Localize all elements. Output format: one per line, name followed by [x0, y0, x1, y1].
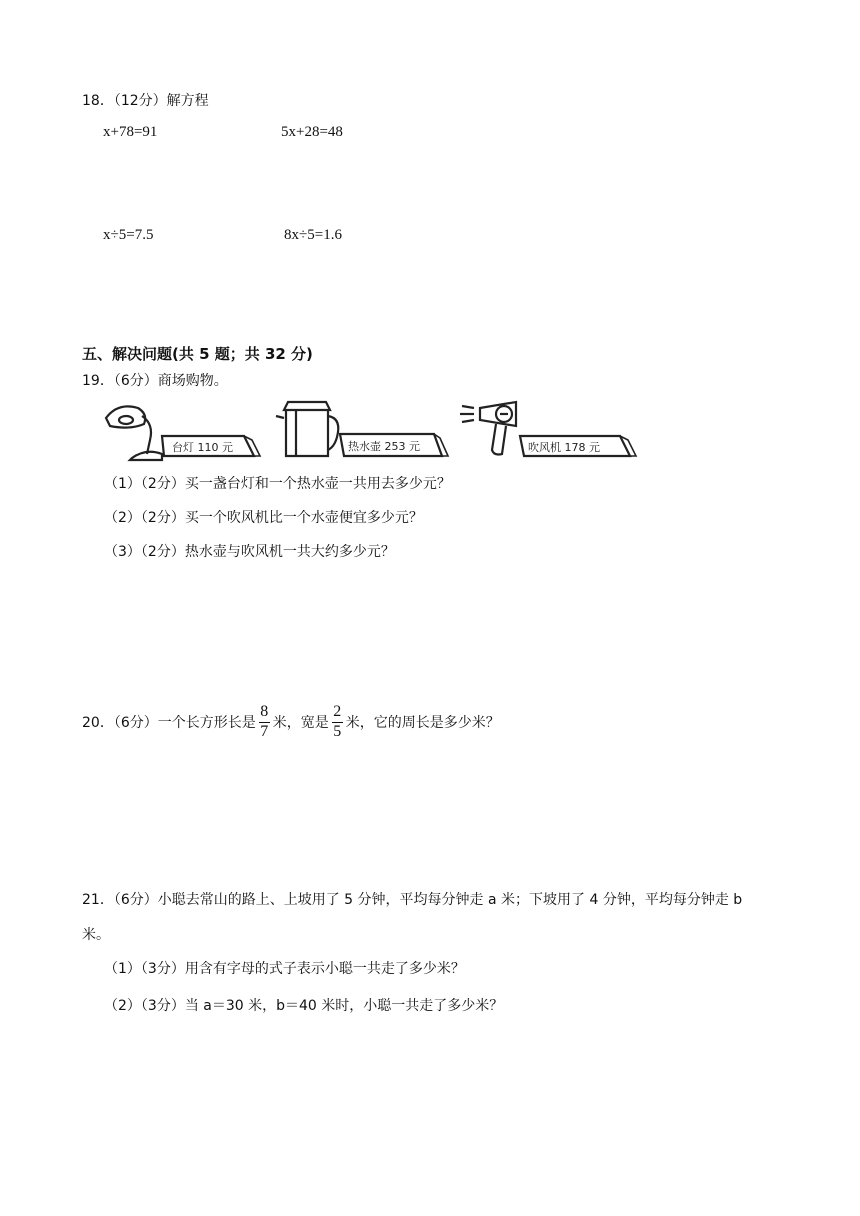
question-20-suffix: 米，它的周长是多少米？: [345, 715, 500, 732]
price-tag-lamp-text: 台灯 110 元: [172, 441, 233, 454]
equation-3: x÷5=7.5: [103, 227, 154, 243]
question-21-sub-1: （1）（3分）用含有字母的式子表示小聪一共走了多少米？: [104, 961, 465, 977]
question-21-line-2: 米。: [82, 927, 110, 943]
equation-1: x+78=91: [103, 124, 158, 140]
hair-dryer-icon: [460, 402, 516, 455]
fraction-width-numerator: 2: [333, 703, 342, 720]
fraction-length: [259, 704, 270, 741]
desk-lamp-icon: [106, 406, 162, 460]
fraction-length-denominator: 7: [260, 722, 269, 740]
fraction-length-numerator: 8: [260, 703, 269, 720]
kettle-icon: [276, 402, 338, 456]
question-21-sub-2: （2）（3分）当 a＝30 米，b＝40 米时，小聪一共走了多少米？: [104, 998, 504, 1014]
price-tag-lamp: [162, 436, 260, 456]
price-tag-dryer-text: 吹风机 178 元: [528, 441, 600, 454]
fraction-width-denominator: 5: [333, 722, 342, 740]
price-tag-kettle-text: 热水壶 253 元: [348, 440, 420, 453]
question-18-title: 18．（12分）解方程: [82, 93, 209, 109]
question-19-sub-1: （1）（2分）买一盏台灯和一个热水壶一共用去多少元？: [104, 476, 451, 492]
question-21-line-1: 21．（6分）小聪去常山的路上、上坡用了 5 分钟，平均每分钟走 a 米；下坡用了 4 分钟，平均每分钟走 b: [82, 892, 743, 908]
equation-2: 5x+28=48: [281, 124, 343, 140]
shopping-illustration: [100, 396, 645, 464]
section-5-heading: 五、解决问题(共 5 题；共 32 分): [82, 345, 313, 363]
question-20-prefix: 20．（6分）一个长方形长是: [82, 715, 256, 732]
question-20: [82, 704, 500, 741]
price-tag-dryer: [520, 436, 636, 456]
question-19-sub-2: （2）（2分）买一个吹风机比一个水壶便宜多少元？: [104, 510, 423, 526]
price-tag-kettle: [340, 434, 448, 456]
question-19-sub-3: （3）（2分）热水壶与吹风机一共大约多少元？: [104, 544, 395, 560]
question-19-title: 19．（6分）商场购物。: [82, 373, 228, 389]
fraction-width: [332, 704, 343, 741]
equation-4: 8x÷5=1.6: [284, 227, 342, 243]
question-20-mid: 米，宽是: [272, 715, 329, 732]
